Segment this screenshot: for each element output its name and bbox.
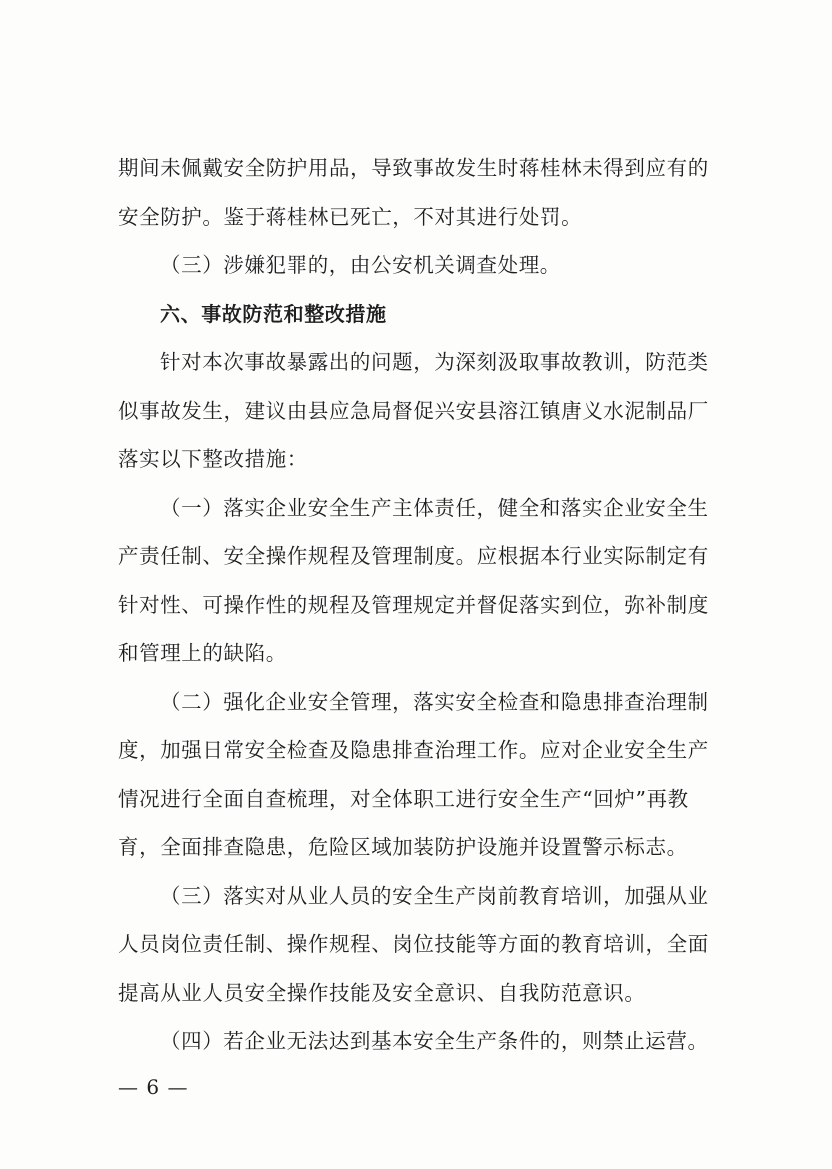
paragraph-line: （三）涉嫌犯罪的，由公安机关调查处理。 — [160, 253, 561, 277]
paragraph-line: 针对本次事故暴露出的问题，为深刻汲取事故教训，防范类 — [160, 350, 709, 374]
paragraph-line: 针对性、可操作性的规程及管理规定并督促落实到位，弥补制度 — [118, 592, 709, 617]
paragraph-line: 提高从业人员安全操作技能及安全意识、自我防范意识。 — [118, 980, 646, 1005]
paragraph-line: 安全防护。鉴于蒋桂林已死亡，不对其进行处罚。 — [118, 204, 583, 229]
paragraph-line: （三）落实对从业人员的安全生产岗前教育培训，加强从业 — [160, 883, 709, 908]
paragraph-line: 期间未佩戴安全防护用品，导致事故发生时蒋桂林未得到应有的 — [118, 156, 709, 180]
paragraph-line: 度，加强日常安全检查及隐患排查治理工作。应对企业安全生产 — [118, 738, 709, 762]
paragraph-line: （二）强化企业安全管理，落实安全检查和隐患排查治理制 — [160, 689, 709, 714]
paragraph-line: 人员岗位责任制、操作规程、岗位技能等方面的教育培训，全面 — [118, 932, 709, 956]
paragraph-line: 似事故发生，建议由县应急局督促兴安县溶江镇唐义水泥制品厂 — [118, 398, 709, 423]
section-heading: 六、事故防范和整改措施 — [160, 301, 387, 326]
page-number: — 6 — — [118, 1075, 189, 1099]
paragraph-line: 落实以下整改措施： — [118, 447, 308, 471]
paragraph-line: 和管理上的缺陷。 — [118, 641, 287, 665]
document-body — [118, 144, 748, 1066]
paragraph-line: （一）落实企业安全生产主体责任，健全和落实企业安全生 — [160, 495, 709, 520]
paragraph-line: 育，全面排查隐患，危险区域加装防护设施并设置警示标志。 — [118, 835, 688, 859]
paragraph-line: （四）若企业无法达到基本安全生产条件的，则禁止运营。 — [160, 1029, 709, 1053]
paragraph-line: 情况进行全面自查梳理，对全体职工进行安全生产“回炉”再教 — [118, 786, 689, 811]
paragraph-line: 产责任制、安全操作规程及管理制度。应根据本行业实际制定有 — [118, 544, 709, 568]
